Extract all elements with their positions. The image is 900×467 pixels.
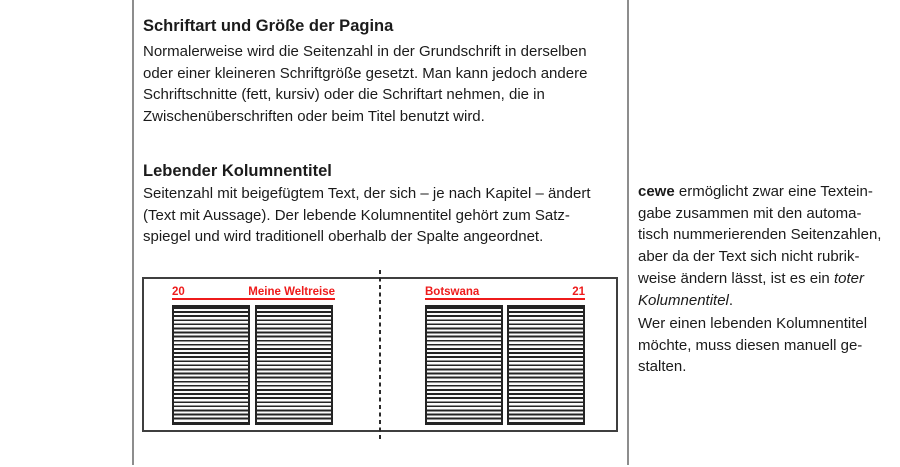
- running-title-left: Meine Weltreise: [248, 286, 335, 298]
- toter-kolumnentitel-term: toter: [833, 269, 864, 287]
- text-column-placeholder-right-2: [507, 305, 585, 425]
- text-column-placeholder-right-1: [425, 305, 503, 425]
- section-heading-pagina: Schriftart und Größe der Pagina: [143, 17, 394, 35]
- running-header-right-page: [425, 287, 585, 300]
- column-divider-left: [132, 0, 134, 465]
- cewe-brand-label: cewe: [638, 183, 675, 200]
- page-number-right: 21: [572, 286, 585, 298]
- text-column-placeholder-left-1: [172, 305, 250, 425]
- running-title-right: Botswana: [425, 286, 480, 298]
- spine-dashed-line: [379, 270, 381, 442]
- text-column-placeholder-left-2: [255, 305, 333, 425]
- section-heading-kolumnentitel: Lebender Kolumnentitel: [143, 162, 332, 180]
- book-spread-diagram: [142, 277, 618, 432]
- margin-note-cewe: cewe ermöglicht zwar eine Textein- gabe zusammen mit den automa- tisch nummerierenden Seitenzahlen, aber da der Text sich nicht rubrik- weise ändern lässt, ist es ein toter Kolumnentitel.: [638, 183, 882, 309]
- page-number-left: 20: [172, 286, 185, 298]
- running-header-left-page: [172, 287, 335, 300]
- paragraph-kolumnentitel: Seitenzahl mit beigefügtem Text, der sich – je nach Kapitel – ändert (Text mit Aussage). Der lebende Kolumnentitel gehört zum Satz- spiegel und wird traditionell oberhalb der Spalte angeordnet.: [143, 185, 591, 246]
- column-divider-right: [627, 0, 629, 465]
- paragraph-pagina: Normalerweise wird die Seitenzahl in der Grundschrift in derselben oder einer kleineren Schriftgröße gesetzt. Man kann jedoch andere Schriftschnitte (fett, kursiv) oder die Schriftart nehmen, die in Zwischenüberschriften oder beim Titel benutzt wird.: [143, 43, 588, 125]
- margin-note-manual: Wer einen lebenden Kolumnentitel möchte, muss diesen manuell ge- stalten.: [638, 315, 868, 376]
